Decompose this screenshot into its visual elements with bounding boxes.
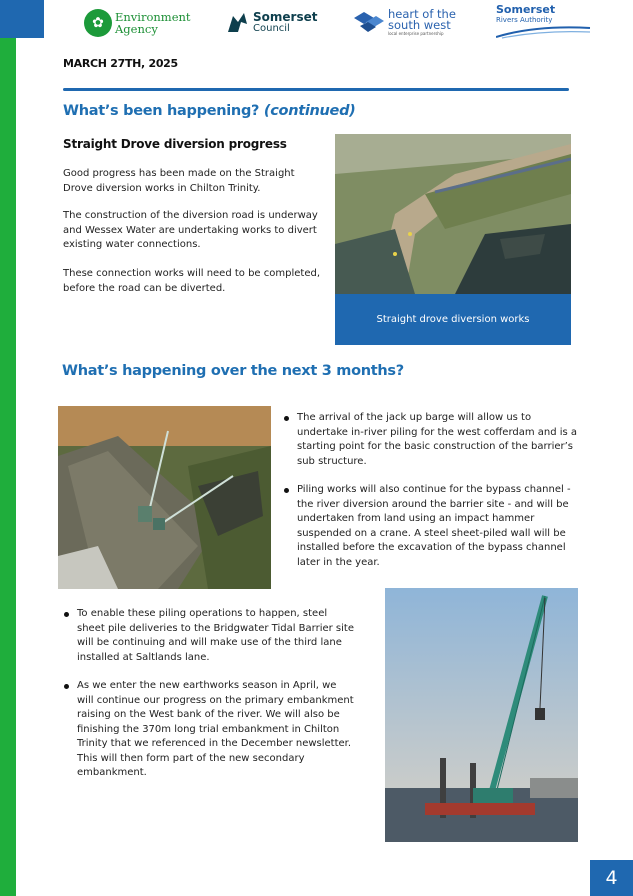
environment-agency-logo xyxy=(84,4,191,42)
crane-barge-photo xyxy=(385,588,578,842)
straight-drove-heading: Straight Drove diversion progress xyxy=(63,137,287,151)
header-divider xyxy=(63,88,569,91)
list-item: As we enter the new earthworks season in April, we will continue our progress on the primary embankment raising on the West bank of the river. We will also be finishing the 370m long trial embankment in Chilton Trinity that we referenced in the December newsletter. This will then form part of the new secondary embankment. xyxy=(64,679,356,781)
partner-logos xyxy=(76,0,592,46)
ea-logo-line-2: Agency xyxy=(115,22,158,36)
crane-on-river-aerial-photo xyxy=(58,406,271,589)
wyvern-icon xyxy=(224,10,250,36)
hsw-logo-line-3: local enterprise partnership xyxy=(388,31,444,36)
cubes-icon xyxy=(352,8,386,38)
somerset-rivers-authority-logo xyxy=(496,4,592,42)
upcoming-works-list-top xyxy=(284,411,578,584)
list-item: Piling works will also continue for the bypass channel - the river diversion around the barrier site - and will be undertaken from land using an impact hammer suspended on a crane. A steel sheet-piled wall will be installed before the excavation of the bypass channel later in the year. xyxy=(284,483,578,570)
hsw-logo-line-2: south west xyxy=(388,18,451,32)
list-item: To enable these piling operations to happen, steel sheet pile deliveries to the Bridgwater Tidal Barrier site will be continuing and will make use of the third lane installed at Saltlands lane. xyxy=(64,607,356,665)
blue-corner-block xyxy=(0,0,44,38)
diversion-photo-caption: Straight drove diversion works xyxy=(335,294,571,345)
section-title-happening-text: What’s been happening? xyxy=(63,103,260,119)
page-number: 4 xyxy=(590,860,633,896)
diversion-works-photo xyxy=(335,134,571,294)
upcoming-works-list-bottom xyxy=(64,607,356,795)
heart-of-south-west-logo xyxy=(352,4,456,42)
ea-logo-line-1: Environment xyxy=(115,10,191,24)
sra-logo-line-2: Rivers Authority xyxy=(496,16,553,24)
sra-logo-line-1: Somerset xyxy=(496,3,556,16)
list-item: The arrival of the jack up barge will allow us to undertake in-river piling for the west cofferdam and is a starting point for the basic construction of the barrier’s sub structure. xyxy=(284,411,578,469)
somerset-council-logo xyxy=(224,4,317,42)
paragraph-connection: These connection works will need to be completed, before the road can be diverted. xyxy=(63,268,320,294)
section-title-continued: (continued) xyxy=(263,103,356,119)
paragraph-construction: The construction of the diversion road is underway and Wessex Water are undertaking works to divert existing water connections. xyxy=(63,210,318,250)
leaf-icon: ✿ xyxy=(84,9,112,37)
sc-logo-line-1: Somerset xyxy=(253,10,318,24)
newsletter-date: MARCH 27TH, 2025 xyxy=(63,57,178,70)
paragraph-progress: Good progress has been made on the Straight Drove diversion works in Chilton Trinity. xyxy=(63,168,295,194)
section-title-next-3-months: What’s happening over the next 3 months? xyxy=(62,363,404,379)
hsw-logo-line-1: heart of the xyxy=(388,7,456,21)
green-side-bar xyxy=(0,0,16,896)
sc-logo-line-2: Council xyxy=(253,23,290,34)
section-title-happening xyxy=(63,103,356,119)
river-swoosh-icon xyxy=(496,25,592,39)
